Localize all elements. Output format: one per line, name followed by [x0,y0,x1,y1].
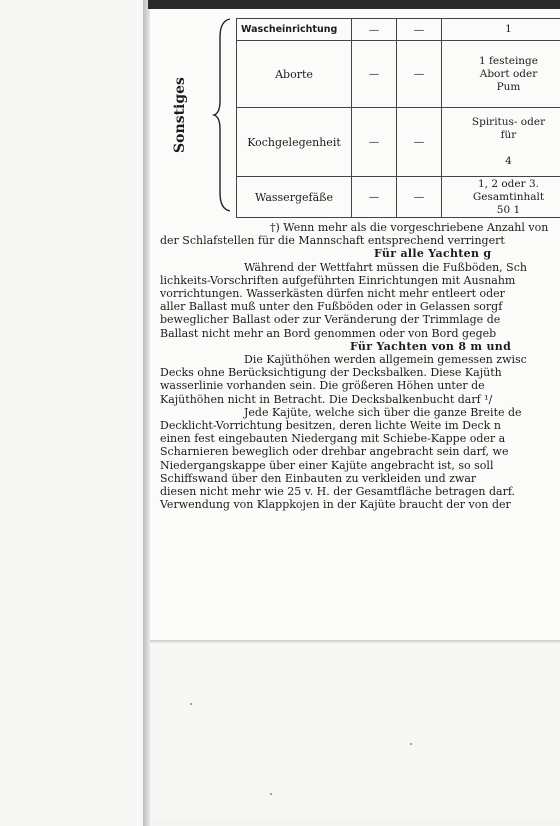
cell-dash: — [397,19,442,41]
document-page [150,9,560,819]
cell-value: Spiritus- oder für 4 [442,108,560,177]
paragraph-line: Kajüthöhen nicht in Betracht. Die Decksbalkenbucht darf ¹/ [160,392,493,406]
paragraph-line: Decks ohne Berücksichtigung der Decksbalken. Diese Kajüth [160,366,502,380]
row-name: Wassergefäße [237,177,352,218]
paper-speck [410,743,412,745]
paragraph-line: lichkeits-Vorschriften aufgeführten Einrichtungen mit Ausnahm [160,273,516,287]
row-name: Kochgelegenheit [237,108,352,177]
row-name: Wascheinrichtung [237,19,352,41]
cell-dash: — [397,177,442,218]
table-row [237,41,560,108]
brace-bracket [212,17,232,213]
cell-dash: — [352,177,397,218]
paragraph-line: beweglicher Ballast oder zur Veränderung der Trimmlage de [160,313,501,327]
cell-dash: — [352,19,397,41]
paragraph-line: Verwendung von Klappkojen in der Kajüte braucht der von der [160,498,511,512]
cell-dash: — [352,108,397,177]
cell-value: 1, 2 oder 3. Gesamtinhalt 50 1 [442,177,560,218]
paragraph-line: Jede Kajüte, welche sich über die ganze Breite de [244,405,522,419]
paragraph-line: Decklicht-Vorrichtung besitzen, deren lichte Weite im Deck n [160,419,501,433]
page-top-edge [148,0,560,9]
paragraph-line: Schiffswand über den Einbauten zu verkleiden und zwar [160,471,477,485]
cell-value: 1 [442,19,560,41]
paragraph-line: Ballast nicht mehr an Bord genommen oder von Bord gegeb [160,326,497,340]
left-margin [0,0,148,826]
paragraph-line: vorrichtungen. Wasserkästen dürfen nicht mehr entleert oder [160,287,505,301]
footnote-line: †) Wenn mehr als die vorgeschriebene Anzahl von [270,221,549,234]
table-row [237,108,560,177]
paper-speck [190,703,192,705]
cell-value: 1 festeinge Abort oder Pum [442,41,560,108]
section-heading: Für Yachten von 8 m und [350,339,512,353]
paper-speck [270,793,272,795]
table-row [237,177,560,218]
paragraph-line: Niedergangskappe über einer Kajüte angebracht ist, so soll [160,458,494,472]
paragraph-line: aller Ballast muß unter den Fußböden oder in Gelassen sorgf [160,300,503,314]
body-text [150,221,560,511]
paragraph-line: wasserlinie vorhanden sein. Die größeren Höhen unter de [160,379,485,393]
row-name: Aborte [237,41,352,108]
table-row [237,19,560,41]
cell-dash: — [397,108,442,177]
paragraph-line: Während der Wettfahrt müssen die Fußböden, Sch [244,260,527,274]
paragraph-line: diesen nicht mehr wie 25 v. H. der Gesamtfläche betragen darf. [160,485,516,499]
paragraph-line: Scharnieren beweglich oder drehbar angebracht sein darf, we [160,445,509,459]
cell-dash: — [397,41,442,108]
paragraph-line: Die Kajüthöhen werden allgemein gemessen zwisc [244,353,527,367]
paragraph-line: einen fest eingebauten Niedergang mit Schiebe-Kappe oder a [160,432,506,446]
page-gutter-shadow [143,0,150,826]
section-heading: Für alle Yachten g [374,247,492,261]
blank-lower-sheet [150,643,560,819]
section-label-sonstiges: Sonstiges [172,77,188,153]
facilities-table [236,18,560,218]
cell-dash: — [352,41,397,108]
footnote-line: der Schlafstellen für die Mannschaft entsprechend verringert [160,234,505,248]
